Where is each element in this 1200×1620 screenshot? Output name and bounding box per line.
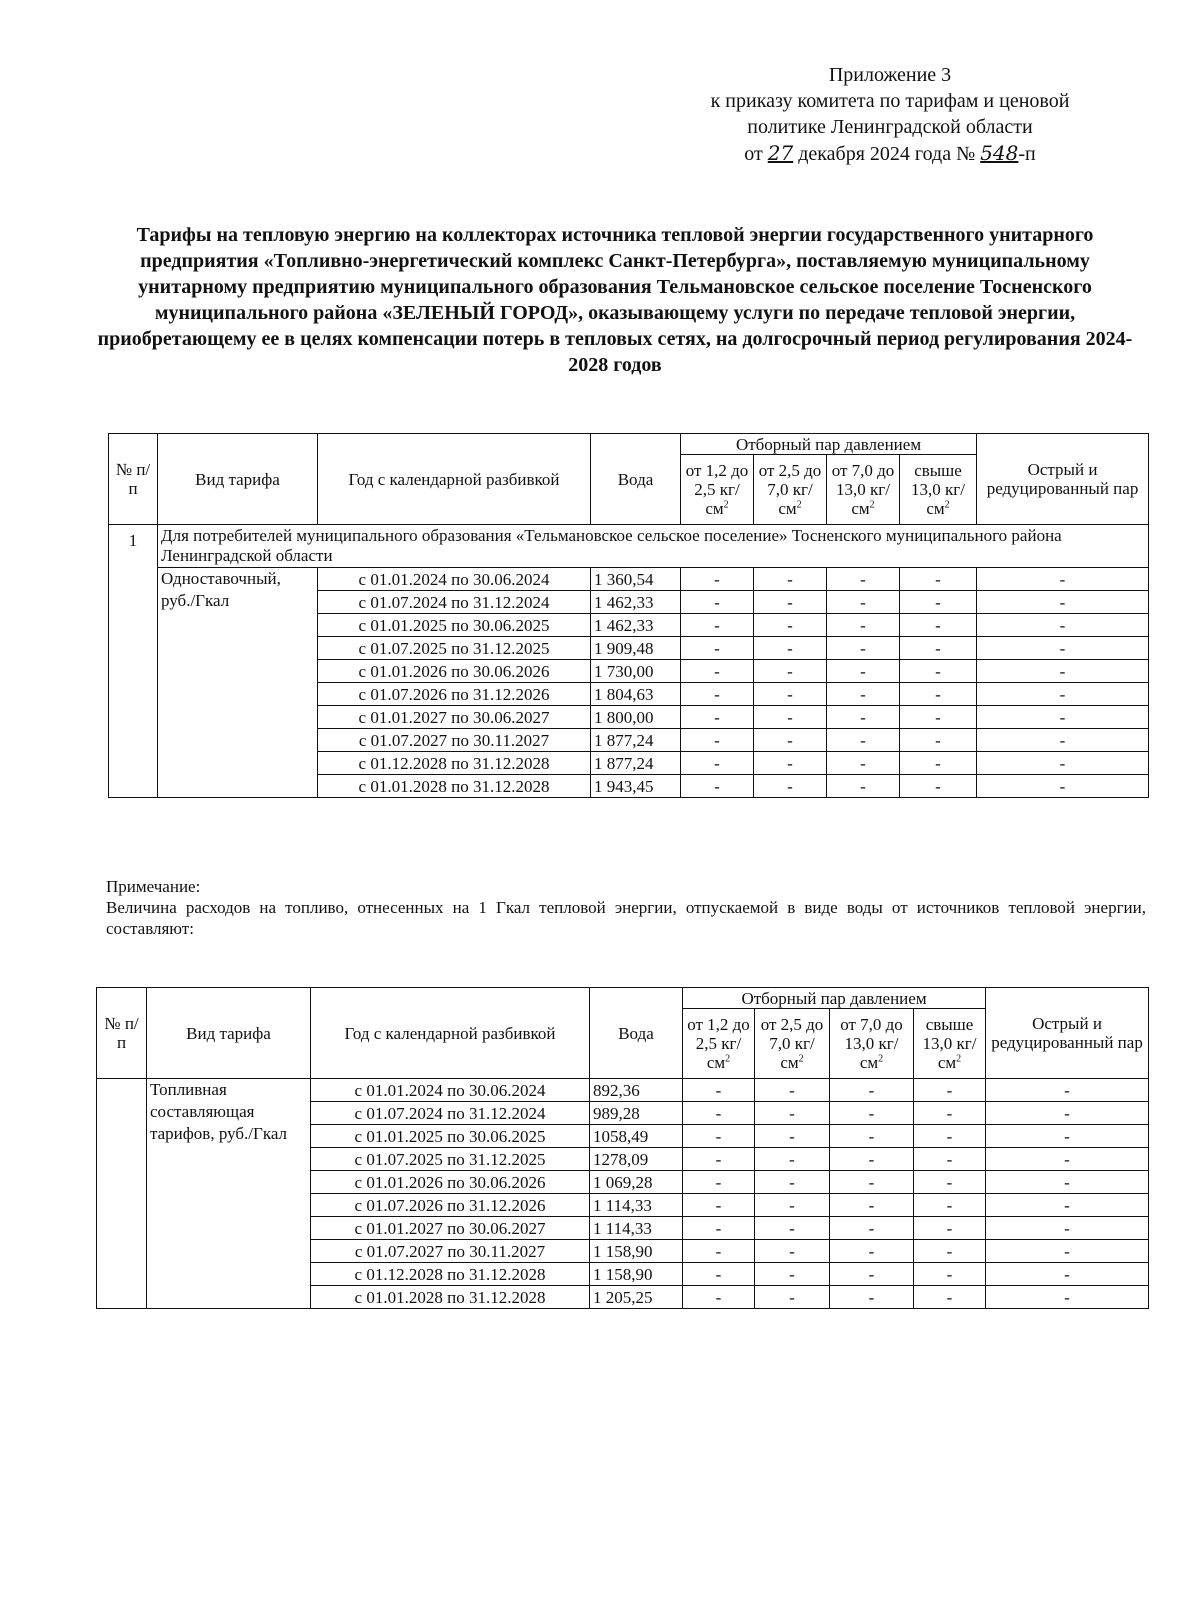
- dash-cell: -: [681, 683, 754, 706]
- water-value: 1 205,25: [590, 1286, 683, 1309]
- water-value: 1 158,90: [590, 1240, 683, 1263]
- dash-cell: -: [830, 1125, 914, 1148]
- dash-cell: -: [914, 1171, 986, 1194]
- header-pressure-1-text: от 1,2 до 2,5 кг/см: [685, 461, 749, 518]
- dash-cell: -: [681, 614, 754, 637]
- fuel-table: [96, 987, 1149, 1309]
- header-pressure-3: [827, 455, 900, 525]
- fuel-header-pressure-1-sup: 2: [725, 1053, 731, 1065]
- dash-cell: -: [830, 1171, 914, 1194]
- period-cell: с 01.07.2024 по 31.12.2024: [311, 1102, 590, 1125]
- row-number-empty: [97, 1079, 147, 1309]
- header-pressure-3-text: от 7,0 до 13,0 кг/см: [831, 461, 895, 518]
- period-cell: с 01.01.2027 по 30.06.2027: [311, 1217, 590, 1240]
- fuel-header-pressure-3-text: от 7,0 до 13,0 кг/см: [840, 1015, 903, 1072]
- dash-cell: -: [754, 568, 827, 591]
- dash-cell: -: [754, 637, 827, 660]
- water-value: 1 804,63: [591, 683, 681, 706]
- header-pressure-2-text: от 2,5 до 7,0 кг/см: [758, 461, 822, 518]
- dash-cell: -: [900, 752, 977, 775]
- period-cell: с 01.07.2024 по 31.12.2024: [318, 591, 591, 614]
- dash-cell: -: [900, 683, 977, 706]
- dash-cell: -: [827, 591, 900, 614]
- dash-cell: -: [986, 1240, 1149, 1263]
- period-cell: с 01.12.2028 по 31.12.2028: [311, 1263, 590, 1286]
- dash-cell: -: [977, 591, 1149, 614]
- dash-cell: -: [827, 729, 900, 752]
- dash-cell: -: [900, 706, 977, 729]
- dash-cell: -: [977, 660, 1149, 683]
- dash-cell: -: [830, 1148, 914, 1171]
- period-cell: с 01.07.2027 по 30.11.2027: [311, 1240, 590, 1263]
- dash-cell: -: [754, 706, 827, 729]
- fuel-header-sharp-steam: Острый и редуцированный пар: [986, 988, 1149, 1079]
- dash-cell: -: [681, 775, 754, 798]
- dash-cell: -: [914, 1263, 986, 1286]
- fuel-table-body: [97, 988, 1149, 1309]
- fuel-header-pressure-4-text: свыше 13,0 кг/см: [922, 1015, 977, 1072]
- header-pressure-4: [900, 455, 977, 525]
- dash-cell: -: [755, 1125, 830, 1148]
- period-cell: с 01.01.2025 по 30.06.2025: [318, 614, 591, 637]
- dash-cell: -: [755, 1263, 830, 1286]
- annex-suffix: -п: [1018, 143, 1036, 165]
- fuel-header-pressure-2-text: от 2,5 до 7,0 кг/см: [760, 1015, 824, 1072]
- water-value: 1 909,48: [591, 637, 681, 660]
- dash-cell: -: [754, 683, 827, 706]
- dash-cell: -: [900, 729, 977, 752]
- fuel-header-pressure-4: [914, 1009, 986, 1079]
- dash-cell: -: [681, 637, 754, 660]
- dash-cell: -: [900, 660, 977, 683]
- water-value: 1 462,33: [591, 591, 681, 614]
- water-value: 1 158,90: [590, 1263, 683, 1286]
- annex-date-line: [640, 140, 1140, 167]
- dash-cell: -: [900, 614, 977, 637]
- dash-cell: -: [683, 1125, 755, 1148]
- fuel-header-steam-group: Отборный пар давлением: [683, 988, 986, 1009]
- dash-cell: -: [755, 1194, 830, 1217]
- dash-cell: -: [914, 1102, 986, 1125]
- period-cell: с 01.01.2025 по 30.06.2025: [311, 1125, 590, 1148]
- header-pressure-2-sup: 2: [796, 499, 802, 511]
- annex-day-handwritten: 27: [767, 141, 794, 165]
- dash-cell: -: [827, 706, 900, 729]
- dash-cell: -: [681, 568, 754, 591]
- dash-cell: -: [681, 752, 754, 775]
- header-pressure-2: [754, 455, 827, 525]
- period-cell: с 01.07.2026 по 31.12.2026: [318, 683, 591, 706]
- water-value: 1 943,45: [591, 775, 681, 798]
- period-cell: с 01.01.2026 по 30.06.2026: [318, 660, 591, 683]
- header-type: Вид тарифа: [158, 434, 318, 525]
- dash-cell: -: [977, 568, 1149, 591]
- dash-cell: -: [754, 614, 827, 637]
- fuel-header-type: Вид тарифа: [147, 988, 311, 1079]
- dash-cell: -: [914, 1217, 986, 1240]
- dash-cell: -: [755, 1217, 830, 1240]
- annex-number-handwritten: 548: [980, 141, 1019, 165]
- header-pressure-3-sup: 2: [869, 499, 875, 511]
- annex-line-3: политике Ленинградской области: [747, 116, 1033, 138]
- dash-cell: -: [830, 1194, 914, 1217]
- dash-cell: -: [683, 1286, 755, 1309]
- dash-cell: -: [827, 775, 900, 798]
- fuel-header-num: № п/п: [97, 988, 147, 1079]
- annex-line-2: к приказу комитета по тарифам и ценовой: [710, 90, 1070, 112]
- water-value: 1 462,33: [591, 614, 681, 637]
- dash-cell: -: [683, 1240, 755, 1263]
- header-pressure-4-sup: 2: [944, 499, 950, 511]
- dash-cell: -: [754, 591, 827, 614]
- dash-cell: -: [683, 1171, 755, 1194]
- dash-cell: -: [827, 752, 900, 775]
- note-text: Величина расходов на топливо, отнесенных на 1 Гкал тепловой энергии, отпускаемой в виде воды от источников тепловой энергии, составляют:: [106, 898, 1146, 938]
- header-year: Год с календарной разбивкой: [318, 434, 591, 525]
- dash-cell: -: [683, 1102, 755, 1125]
- table-row: [109, 568, 1149, 591]
- period-cell: с 01.01.2024 по 30.06.2024: [318, 568, 591, 591]
- dash-cell: -: [755, 1171, 830, 1194]
- dash-cell: -: [914, 1286, 986, 1309]
- dash-cell: -: [683, 1194, 755, 1217]
- dash-cell: -: [754, 660, 827, 683]
- note-label: Примечание:: [106, 877, 201, 896]
- period-cell: с 01.07.2025 по 31.12.2025: [318, 637, 591, 660]
- dash-cell: -: [827, 660, 900, 683]
- dash-cell: -: [986, 1102, 1149, 1125]
- header-water: Вода: [591, 434, 681, 525]
- fuel-header-pressure-3-sup: 2: [878, 1053, 884, 1065]
- dash-cell: -: [755, 1286, 830, 1309]
- dash-cell: -: [977, 706, 1149, 729]
- water-value: 1 069,28: [590, 1171, 683, 1194]
- water-value: 1 800,00: [591, 706, 681, 729]
- dash-cell: -: [755, 1102, 830, 1125]
- dash-cell: -: [986, 1148, 1149, 1171]
- fuel-header-water: Вода: [590, 988, 683, 1079]
- dash-cell: -: [755, 1079, 830, 1102]
- dash-cell: -: [977, 683, 1149, 706]
- dash-cell: -: [977, 614, 1149, 637]
- dash-cell: -: [986, 1217, 1149, 1240]
- dash-cell: -: [977, 729, 1149, 752]
- dash-cell: -: [754, 729, 827, 752]
- dash-cell: -: [827, 614, 900, 637]
- dash-cell: -: [830, 1079, 914, 1102]
- dash-cell: -: [683, 1263, 755, 1286]
- dash-cell: -: [827, 568, 900, 591]
- dash-cell: -: [986, 1125, 1149, 1148]
- dash-cell: -: [755, 1148, 830, 1171]
- fuel-header-pressure-3: [830, 1009, 914, 1079]
- annex-date-middle: декабря 2024 года №: [798, 143, 976, 165]
- dash-cell: -: [977, 775, 1149, 798]
- dash-cell: -: [827, 637, 900, 660]
- water-value: 1278,09: [590, 1148, 683, 1171]
- dash-cell: -: [681, 591, 754, 614]
- row-number: 1: [109, 525, 158, 798]
- dash-cell: -: [683, 1079, 755, 1102]
- dash-cell: -: [986, 1263, 1149, 1286]
- fuel-header-pressure-4-sup: 2: [956, 1053, 962, 1065]
- water-value: 892,36: [590, 1079, 683, 1102]
- water-value: 1 114,33: [590, 1194, 683, 1217]
- period-cell: с 01.07.2025 по 31.12.2025: [311, 1148, 590, 1171]
- dash-cell: -: [830, 1263, 914, 1286]
- dash-cell: -: [977, 752, 1149, 775]
- fuel-header-pressure-1-text: от 1,2 до 2,5 кг/см: [687, 1015, 750, 1072]
- tariff-table-body: [109, 434, 1149, 798]
- annex-line-1: Приложение 3: [828, 64, 952, 86]
- water-value: 1058,49: [590, 1125, 683, 1148]
- water-value: 989,28: [590, 1102, 683, 1125]
- dash-cell: -: [683, 1217, 755, 1240]
- water-value: 1 877,24: [591, 729, 681, 752]
- period-cell: с 01.01.2026 по 30.06.2026: [311, 1171, 590, 1194]
- dash-cell: -: [914, 1194, 986, 1217]
- consumer-description: Для потребителей муниципального образования «Тельмановское сельское поселение» Тосненского муниципального района Ленинградской области: [158, 525, 1149, 568]
- dash-cell: -: [914, 1079, 986, 1102]
- header-steam-group: Отборный пар давлением: [681, 434, 977, 455]
- dash-cell: -: [914, 1240, 986, 1263]
- dash-cell: -: [830, 1102, 914, 1125]
- annex-date-prefix: от: [744, 143, 763, 165]
- header-sharp-steam: Острый и редуцированный пар: [977, 434, 1149, 525]
- tariff-table: [108, 433, 1149, 798]
- dash-cell: -: [900, 591, 977, 614]
- dash-cell: -: [830, 1286, 914, 1309]
- dash-cell: -: [827, 683, 900, 706]
- header-pressure-4-text: свыше 13,0 кг/см: [911, 461, 965, 518]
- dash-cell: -: [986, 1286, 1149, 1309]
- dash-cell: -: [681, 660, 754, 683]
- dash-cell: -: [914, 1125, 986, 1148]
- dash-cell: -: [681, 729, 754, 752]
- dash-cell: -: [977, 637, 1149, 660]
- dash-cell: -: [830, 1217, 914, 1240]
- tariff-type: Топливная составляющая тарифов, руб./Гкал: [147, 1079, 311, 1309]
- header-pressure-1: [681, 455, 754, 525]
- header-pressure-1-sup: 2: [723, 499, 729, 511]
- dash-cell: -: [754, 752, 827, 775]
- period-cell: с 01.01.2028 по 31.12.2028: [318, 775, 591, 798]
- period-cell: с 01.07.2027 по 30.11.2027: [318, 729, 591, 752]
- fuel-header-pressure-1: [683, 1009, 755, 1079]
- consumer-row: [109, 525, 1149, 568]
- tariff-type: Одноставочный, руб./Гкал: [158, 568, 318, 798]
- dash-cell: -: [900, 775, 977, 798]
- dash-cell: -: [754, 775, 827, 798]
- tariff-table-header-row-1: [109, 434, 1149, 455]
- annex-header: [640, 62, 1140, 167]
- period-cell: с 01.01.2024 по 30.06.2024: [311, 1079, 590, 1102]
- header-num: № п/п: [109, 434, 158, 525]
- period-cell: с 01.01.2028 по 31.12.2028: [311, 1286, 590, 1309]
- water-value: 1 360,54: [591, 568, 681, 591]
- fuel-header-year: Год с календарной разбивкой: [311, 988, 590, 1079]
- dash-cell: -: [900, 568, 977, 591]
- water-value: 1 114,33: [590, 1217, 683, 1240]
- dash-cell: -: [986, 1171, 1149, 1194]
- dash-cell: -: [900, 637, 977, 660]
- water-value: 1 730,00: [591, 660, 681, 683]
- document-title: Тарифы на тепловую энергию на коллекторах источника тепловой энергии государственного унитарного предприятия «Топливно-энергетический комплекс Санкт-Петербурга», поставляемую муниципальному унитарному предприятию муниципального образования Тельмановское сельское поселение Тосненского муниципального района «ЗЕЛЕНЫЙ ГОРОД», оказывающему услуги по передаче тепловой энергии, приобретающему ее в целях компенсации потерь в тепловых сетях, на долгосрочный период регулирования 2024-2028 годов: [97, 224, 1133, 376]
- period-cell: с 01.07.2026 по 31.12.2026: [311, 1194, 590, 1217]
- table-row: [97, 1079, 1149, 1102]
- dash-cell: -: [914, 1148, 986, 1171]
- dash-cell: -: [683, 1148, 755, 1171]
- dash-cell: -: [986, 1194, 1149, 1217]
- period-cell: с 01.12.2028 по 31.12.2028: [318, 752, 591, 775]
- dash-cell: -: [830, 1240, 914, 1263]
- fuel-table-header-row-1: [97, 988, 1149, 1009]
- fuel-header-pressure-2-sup: 2: [798, 1053, 804, 1065]
- dash-cell: -: [986, 1079, 1149, 1102]
- water-value: 1 877,24: [591, 752, 681, 775]
- dash-cell: -: [755, 1240, 830, 1263]
- dash-cell: -: [681, 706, 754, 729]
- period-cell: с 01.01.2027 по 30.06.2027: [318, 706, 591, 729]
- fuel-header-pressure-2: [755, 1009, 830, 1079]
